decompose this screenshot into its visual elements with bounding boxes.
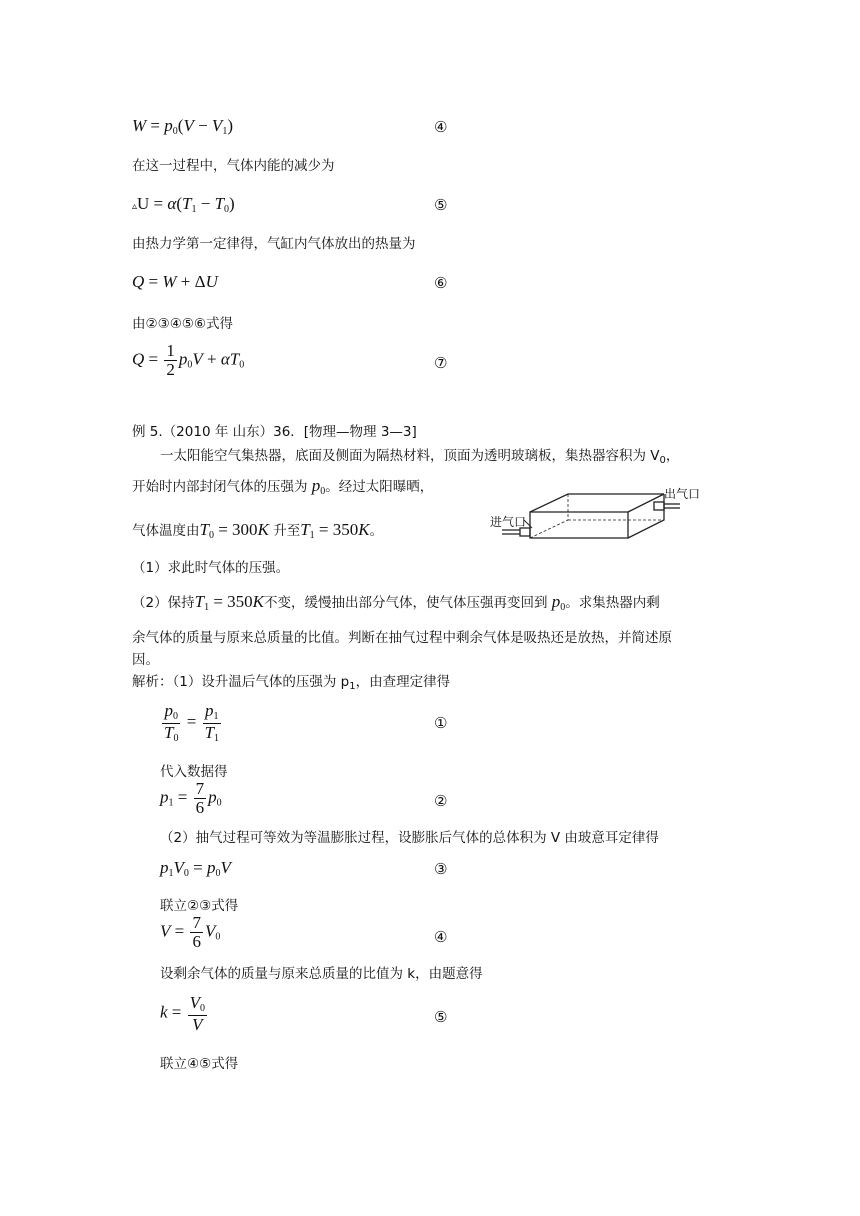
inlet-label: 进气口 [490, 515, 527, 529]
equation-number-4b: ④ [434, 928, 448, 946]
text-first-law: 由热力学第一定律得，气缸内气体放出的热量为 [132, 236, 416, 252]
equation-number-7: ⑦ [434, 354, 448, 372]
equation-number-5: ⑤ [434, 196, 448, 214]
equation-charles: $\frac{p_0}{T_0}$ = $\frac{p_1}{T_1}$ [164, 701, 220, 744]
equation-number-2: ② [434, 792, 448, 810]
text-combine-23: 联立②③式得 [160, 898, 239, 914]
question-2-line3: 因。 [132, 652, 159, 668]
equation-heat-result: Q = $\frac{1}{2}$ $p_0V + \alpha T_0$ [132, 341, 245, 379]
equation-work: $W = p_0(V - V_1)$ [132, 116, 233, 137]
example-body-line1: 一太阳能空气集热器，底面及侧面为隔热材料，顶面为透明玻璃板，集热器容积为 $V_0$， [160, 448, 680, 466]
question-2-line2: 余气体的质量与原来总质量的比值。判断在抽气过程中剩余气体是吸热还是放热，并简述原 [132, 630, 672, 646]
equation-number-4: ④ [434, 118, 448, 136]
outlet-label: 出气口 [664, 487, 701, 501]
text-part2: （2）抽气过程可等效为等温膨胀过程，设膨胀后气体的总体积为 V 由玻意耳定律得 [160, 830, 659, 846]
example-body-line2: 开始时内部封闭气体的压强为 $p_0$。经过太阳曝晒， [132, 476, 434, 497]
equation-number-1: ① [434, 714, 448, 732]
text-internal-energy: 在这一过程中，气体内能的减少为 [132, 158, 335, 174]
text-combine-45: 联立④⑤式得 [160, 1056, 239, 1072]
text-substitute: 代入数据得 [160, 764, 228, 780]
equation-ratio: k = $\frac{V_0}{V}$ [160, 993, 206, 1034]
equation-internal-energy: ▵U = $\alpha(T_1 - T_0)$ [132, 194, 235, 215]
question-1: （1）求此时气体的压强。 [132, 560, 290, 576]
equation-number-6: ⑥ [434, 274, 448, 292]
question-2-line1: （2）保持$T_1 = 350K$不变，缓慢抽出部分气体，使气体压强再变回到 $p_0$。求集热器内剩 [132, 592, 660, 613]
analysis-line: 解析：（1）设升温后气体的压强为 $p_1$，由查理定律得 [132, 674, 451, 692]
equation-p1: $p_1$ = $\frac{7}{6}$ $p_0$ [160, 779, 222, 817]
equation-number-5b: ⑤ [434, 1008, 448, 1026]
equation-number-3: ③ [434, 860, 448, 878]
example-title: 例 5.（2010 年 山东）36．[物理—物理 3—3] [132, 424, 417, 440]
equation-volume: V = $\frac{7}{6}$ $V_0$ [160, 913, 221, 951]
text-from-equations: 由②③④⑤⑥式得 [132, 316, 234, 332]
example-body-line3: 气体温度由$T_0 = 300K$ 升至$T_1 = 350K$。 [132, 520, 384, 541]
equation-boyle: $p_1V_0 = p_0V$ [160, 858, 231, 879]
equation-heat: Q = W + ΔU [132, 272, 218, 291]
text-set-ratio: 设剩余气体的质量与原来总质量的比值为 k，由题意得 [160, 966, 483, 982]
